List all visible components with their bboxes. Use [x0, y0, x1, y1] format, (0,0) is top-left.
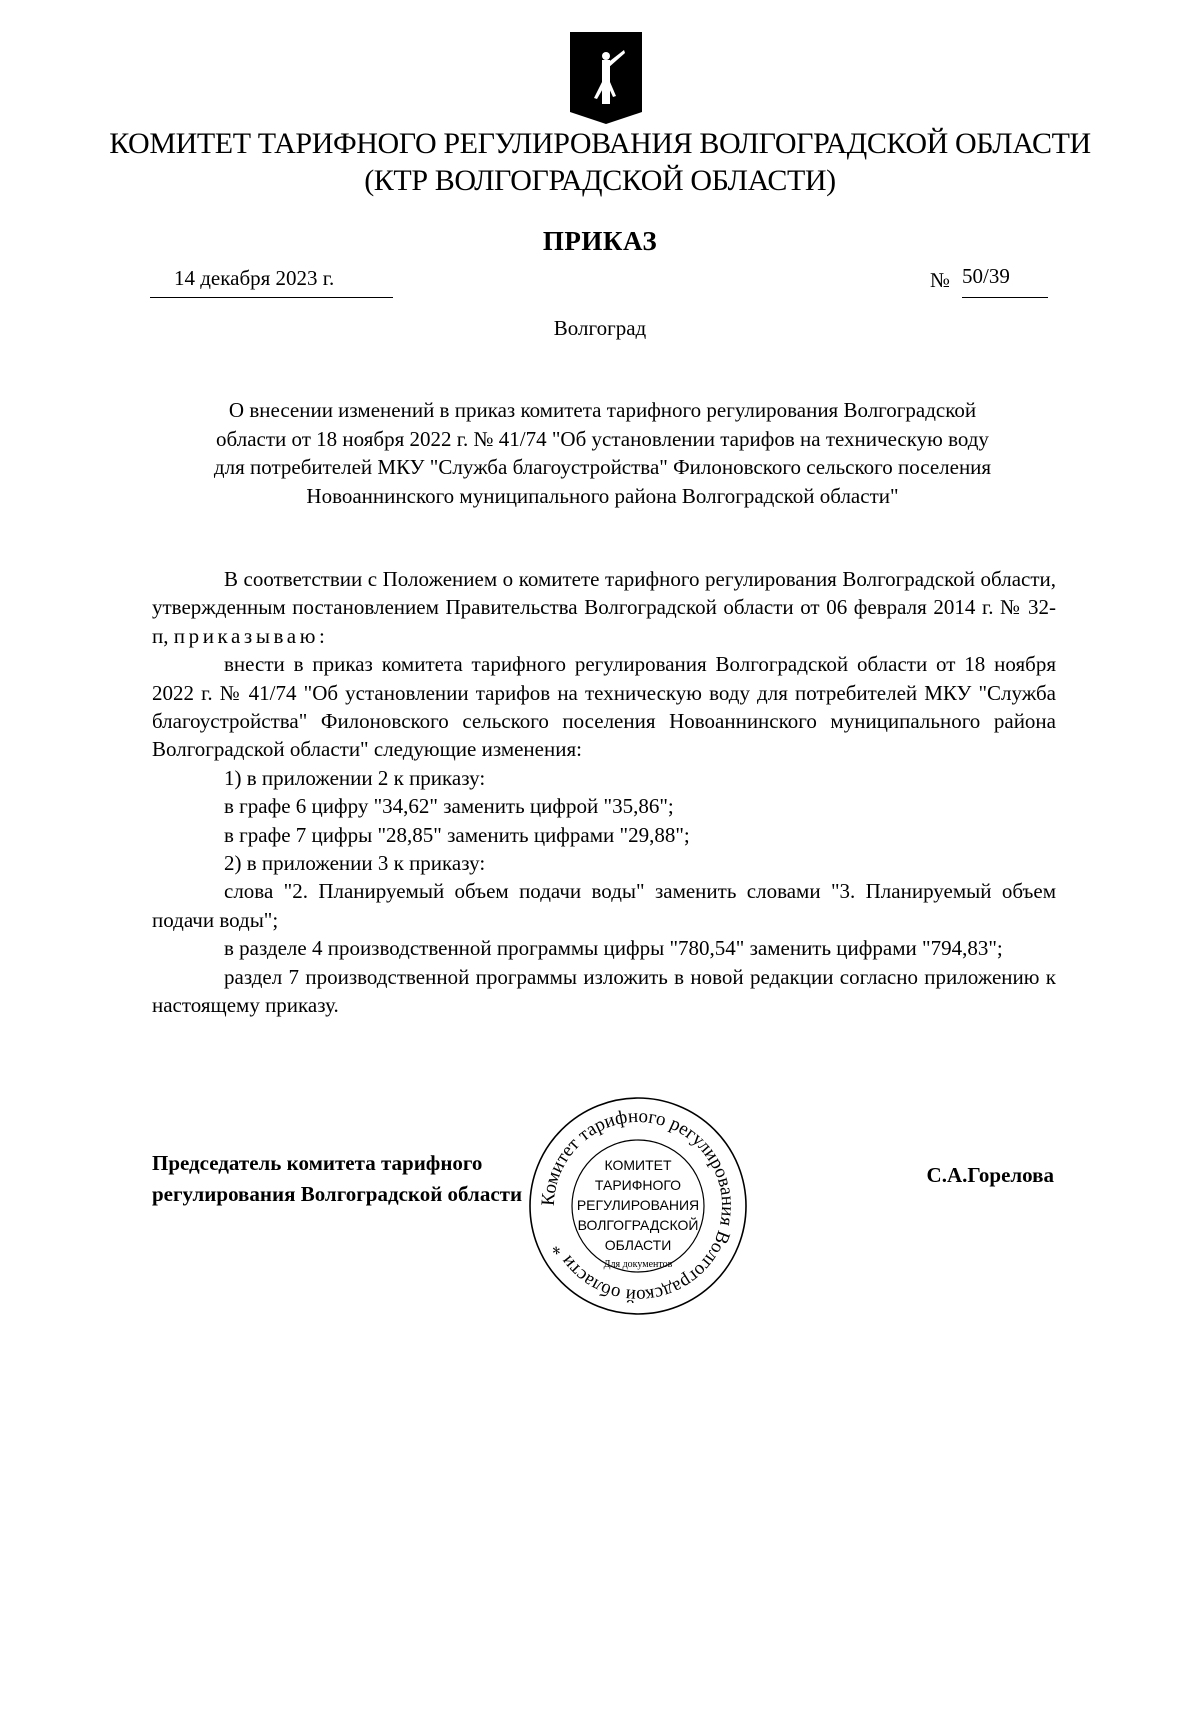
volgograd-emblem-icon [568, 30, 644, 124]
preamble-paragraph [152, 565, 1056, 650]
document-type-title: ПРИКАЗ [542, 226, 658, 256]
official-seal [522, 1090, 754, 1322]
list-item: в разделе 4 производственной программы цифры "780,54" заменить цифрами "794,83"; [224, 936, 1003, 961]
subject-line: О внесении изменений в приказ комитета тарифного регулирования Волгоградской [228, 398, 977, 422]
list-item: в графе 7 цифры "28,85" заменить цифрами "29,88"; [224, 822, 690, 847]
organization-name: КОМИТЕТ ТАРИФНОГО РЕГУЛИРОВАНИЯ ВОЛГОГРАДСКОЙ ОБЛАСТИ [109, 127, 1091, 160]
organization-short-name: (КТР ВОЛГОГРАДСКОЙ ОБЛАСТИ) [364, 164, 836, 197]
seal-center-line: КОМИТЕТ [604, 1157, 672, 1173]
seal-center-line: РЕГУЛИРОВАНИЯ [576, 1197, 700, 1213]
subject-line: Новоаннинского муниципального района Волгоградской области" [306, 483, 899, 508]
seal-center-line: ВОЛГОГРАДСКОЙ [577, 1217, 699, 1233]
list-item: 1) в приложении 2 к приказу: [224, 765, 486, 790]
order-word: приказываю: [173, 623, 329, 648]
number-underline [962, 297, 1048, 298]
date-underline [150, 297, 393, 298]
document-date: 14 декабря 2023 г. [174, 266, 335, 290]
subject-line: области от 18 ноября 2022 г. № 41/74 "Об установлении тарифов на техническую воду [216, 426, 989, 451]
list-item: 2) в приложении 3 к приказу: [224, 851, 486, 876]
document-number: 50/39 [962, 264, 1010, 288]
seal-center-line: ОБЛАСТИ [604, 1237, 672, 1253]
document-subject [150, 396, 1055, 510]
document-body [152, 565, 1056, 1020]
subject-line: для потребителей МКУ "Служба благоустройства" Филоновского сельского поселения [213, 455, 992, 479]
number-sign: № [930, 268, 951, 292]
list-item: раздел 7 производственной программы изложить в новой редакции согласно приложению к настоящему приказу. [152, 964, 1056, 1018]
position-line: регулирования Волгоградской области [152, 1182, 523, 1206]
signatory-name: С.А.Горелова [926, 1163, 1054, 1187]
signatory-position [152, 1148, 522, 1210]
seal-small-text: Для документов [603, 1259, 673, 1270]
position-line: Председатель комитета тарифного [152, 1151, 483, 1175]
preamble-text: В соответствии с Положением о комитете тарифного регулирования Волгоградской области, утвержденным постановлением Правительства Волгоградской области от 06 февраля 2014 г. № 32-п, [152, 567, 1056, 648]
list-item: в графе 6 цифру "34,62" заменить цифрой "35,86"; [224, 794, 674, 819]
document-city: Волгоград [553, 316, 647, 340]
seal-ring-text: Комитет тарифного регулирования Волгоградской области * [537, 1105, 739, 1307]
list-item: слова "2. Планируемый объем подачи воды" заменить словами "3. Планируемый объем подачи воды"; [152, 879, 1056, 932]
seal-center-line: ТАРИФНОГО [594, 1177, 682, 1193]
order-paragraph: внести в приказ комитета тарифного регулирования Волгоградской области от 18 ноября 2022 г. № 41/74 "Об установлении тарифов на техническую воду для потребителей МКУ "Служба благоустройства" Филоновского сельского поселения Новоаннинского муниципального района Волгоградской области" следующие изменения: [152, 652, 1056, 762]
